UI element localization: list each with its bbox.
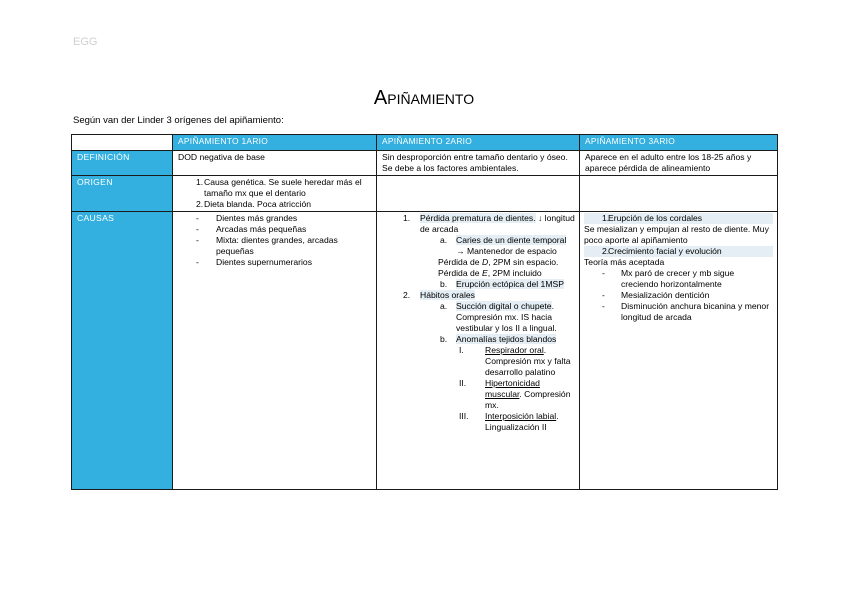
list-item xyxy=(377,235,577,257)
causas-secondary xyxy=(377,212,580,490)
list-item xyxy=(377,213,577,235)
list-item xyxy=(584,268,773,290)
list-marker: 2. xyxy=(196,199,204,209)
origen-secondary xyxy=(377,176,580,212)
list-text: . Compresión mx y falta desarrollo palatino xyxy=(485,345,571,377)
title-first-letter: A xyxy=(373,87,388,109)
highlight-text: Caries de un diente temporal xyxy=(456,235,567,245)
title-rest: PIÑAMIENTO xyxy=(387,91,475,107)
corner-cell xyxy=(72,135,173,151)
list-marker: a. xyxy=(440,235,448,245)
list-text: Dieta blanda. Poca atricción xyxy=(204,199,312,209)
note-text: Teoría más aceptada xyxy=(584,257,665,267)
list-item xyxy=(178,199,372,210)
list-item xyxy=(584,246,773,257)
header-code: EGG xyxy=(73,36,98,48)
list-marker: 2. xyxy=(602,246,610,256)
row-causas xyxy=(72,212,778,490)
list-marker: I. xyxy=(459,345,464,355)
list-text: → Mantenedor de espacio xyxy=(456,246,557,256)
header-tertiary: APIÑAMIENTO 3ARIO xyxy=(580,135,778,151)
list-item xyxy=(377,290,577,301)
underlined-text: Interposición labial xyxy=(485,411,557,421)
highlight-text: Erupción ectópica del 1MSP xyxy=(456,279,564,289)
row-label-causas: CAUSAS xyxy=(72,212,173,490)
list-item xyxy=(377,411,577,433)
note-italic: E xyxy=(481,268,488,278)
row-definicion xyxy=(72,151,778,176)
page-title xyxy=(0,87,848,110)
list-text: . Compresión mx. xyxy=(485,389,571,410)
header-row xyxy=(72,135,778,151)
list-text: Mixta: dientes grandes, arcadas pequeñas xyxy=(216,235,338,256)
row-label-definicion: DEFINICIÓN xyxy=(72,151,173,176)
list-marker: 1. xyxy=(602,213,610,223)
list-marker: - xyxy=(602,301,605,311)
origen-tertiary xyxy=(580,176,778,212)
list-text: Dientes supernumerarios xyxy=(216,257,313,267)
list-marker: - xyxy=(196,257,199,267)
list-item xyxy=(584,213,773,224)
list-item xyxy=(173,257,372,268)
list-text: . Lingualización II xyxy=(485,411,559,432)
highlight-text: Hábitos orales xyxy=(420,290,475,300)
note-text xyxy=(377,257,577,279)
list-text: Mx paró de crecer y mb sigue creciendo horizontalmente xyxy=(621,268,735,289)
header-primary: APIÑAMIENTO 1ARIO xyxy=(173,135,377,151)
underlined-text: Hipertonicidad muscular xyxy=(485,378,540,399)
list-text: ↓ longitud de arcada xyxy=(420,213,575,234)
highlight-text: Crecimiento facial y evolución xyxy=(608,246,722,256)
highlight-text: Erupción de los cordales xyxy=(608,213,703,223)
list-marker: - xyxy=(196,235,199,245)
list-marker: a. xyxy=(440,301,448,311)
list-item xyxy=(377,378,577,411)
definicion-tertiary: Aparece en el adulto entre los 18-25 años y aparece pérdida de alineamiento xyxy=(580,151,778,176)
causas-primary xyxy=(173,212,377,490)
note-part: , 2PM incluido xyxy=(487,268,542,278)
list-marker: b. xyxy=(440,334,448,344)
note-italic: D xyxy=(481,257,489,267)
list-marker: - xyxy=(196,224,199,234)
list-item xyxy=(377,345,577,378)
list-item xyxy=(377,279,577,290)
definicion-secondary: Sin desproporción entre tamaño dentario y óseo. Se debe a los factores ambientales. xyxy=(377,151,580,176)
list-marker: b. xyxy=(440,279,448,289)
header-secondary: APIÑAMIENTO 2ARIO xyxy=(377,135,580,151)
list-item xyxy=(178,177,372,199)
list-marker: II. xyxy=(459,378,467,388)
list-marker: - xyxy=(196,213,199,223)
crowding-table xyxy=(71,134,778,490)
list-item xyxy=(173,213,372,224)
list-marker: 1. xyxy=(403,213,411,223)
row-label-origen: ORIGEN xyxy=(72,176,173,212)
list-item xyxy=(173,235,372,257)
list-item xyxy=(584,301,773,323)
underlined-text: Respirador oral xyxy=(485,345,544,355)
causas-tertiary xyxy=(580,212,778,490)
definicion-primary: DOD negativa de base xyxy=(173,151,377,176)
highlight-text: Anomalías tejidos blandos xyxy=(456,334,557,344)
row-origen xyxy=(72,176,778,212)
list-text: Dientes más grandes xyxy=(216,213,298,223)
list-item xyxy=(377,301,577,334)
intro-text: Según van der Linder 3 orígenes del apiñamiento: xyxy=(73,115,284,126)
list-marker: III. xyxy=(459,411,469,421)
origen-primary xyxy=(173,176,377,212)
list-text: Causa genética. Se suele heredar más el tamaño mx que el dentario xyxy=(204,177,362,198)
list-marker: - xyxy=(602,268,605,278)
list-marker: - xyxy=(602,290,605,300)
highlight-text: Pérdida prematura de dientes. xyxy=(420,213,536,223)
list-marker: 1. xyxy=(196,177,204,187)
list-text: Arcadas más pequeñas xyxy=(216,224,307,234)
list-item xyxy=(584,290,773,301)
list-marker: 2. xyxy=(403,290,411,300)
highlight-text: Succión digital o chupete xyxy=(456,301,552,311)
list-text: Mesialización dentición xyxy=(621,290,710,300)
note-part: , 2PM sin espacio. Pérdida de xyxy=(438,257,559,278)
note-part: Pérdida de xyxy=(438,257,482,267)
note-text: Se mesializan y empujan al resto de diente. Muy poco aporte al apiñamiento xyxy=(584,224,769,245)
list-text: . Compresión mx. IS hacia vestibular y los II a lingual. xyxy=(456,301,557,333)
list-item xyxy=(377,334,577,345)
list-item xyxy=(173,224,372,235)
list-text: Disminución anchura bicanina y menor longitud de arcada xyxy=(621,301,770,322)
